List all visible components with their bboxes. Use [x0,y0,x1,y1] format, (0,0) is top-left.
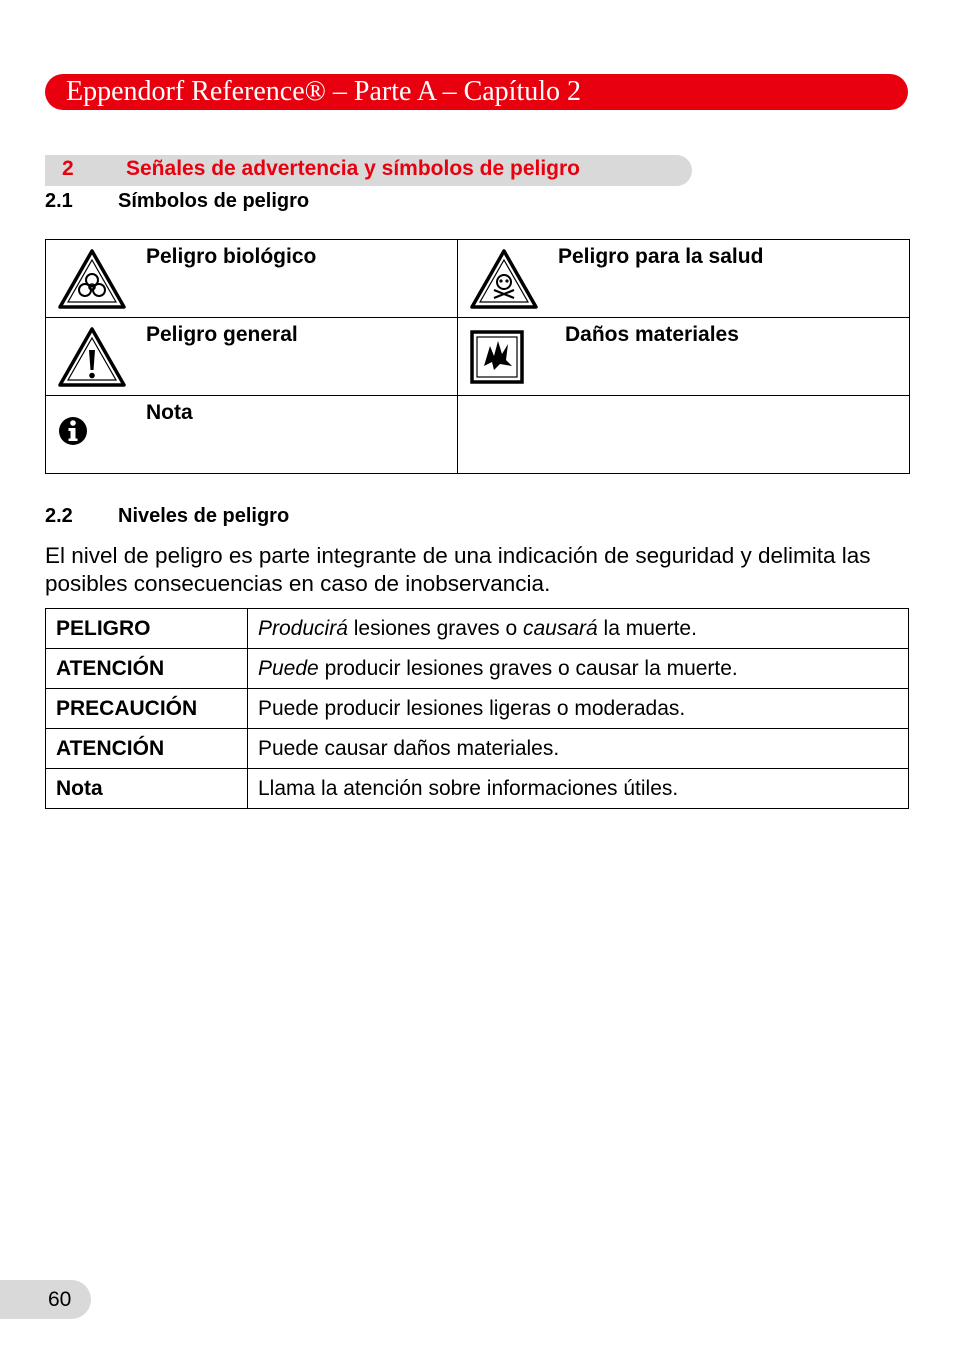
level-desc-emphasis: causará [523,616,598,640]
intro-paragraph: El nivel de peligro es parte integrante de una indicación de seguridad y delimita las posibles consecuencias en caso de inobservancia. [45,543,871,596]
hazard-levels-table [45,608,909,809]
symbol-cell-note [46,396,458,474]
hazard-symbols-table [45,239,910,474]
section-number: 2 [62,157,74,180]
page-number: 60 [48,1288,72,1311]
table-row [46,769,909,809]
symbol-label-health: Peligro para la salud [558,245,764,268]
level-desc-text: lesiones graves o [347,616,523,640]
skull-icon [470,248,538,310]
material-damage-icon [470,326,538,388]
symbol-label-material: Daños materiales [565,323,739,346]
symbol-cell-health [458,240,910,318]
level-desc-emphasis: Producirá [258,616,348,640]
table-row [46,689,909,729]
level-label: PRECAUCIÓN [46,689,248,729]
level-label: ATENCIÓN [46,729,248,769]
symbol-cell-material [458,318,910,396]
subsection-title: Símbolos de peligro [118,190,310,212]
chapter-header-title: Eppendorf Reference® – Parte A – Capítulo 2 [66,76,582,107]
subsection-number: 2.2 [45,505,73,527]
level-label: Nota [46,769,248,809]
subsection-title: Niveles de peligro [118,505,290,527]
level-desc-emphasis: Puede [258,656,319,680]
section-title: Señales de advertencia y símbolos de peligro [126,157,581,180]
subsection-number: 2.1 [45,190,73,212]
page-number-tab [0,1280,91,1319]
symbol-cell-empty [458,396,910,474]
symbol-label-biohazard: Peligro biológico [146,245,317,268]
level-desc-text: producir lesiones graves o causar la muerte. [318,656,738,680]
level-description [248,649,909,689]
level-description: Puede causar daños materiales. [248,729,909,769]
level-description: Puede producir lesiones ligeras o moderadas. [248,689,909,729]
table-row [46,609,909,649]
symbol-cell-biohazard [46,240,458,318]
info-icon [58,404,126,466]
exclamation-icon [58,326,126,388]
level-description: Llama la atención sobre informaciones útiles. [248,769,909,809]
level-desc-text: la muerte. [597,616,697,640]
symbol-label-general: Peligro general [146,323,298,346]
biohazard-icon [58,248,126,310]
table-row [46,649,909,689]
level-label: PELIGRO [46,609,248,649]
symbol-label-note: Nota [146,401,193,424]
level-label: ATENCIÓN [46,649,248,689]
symbol-cell-general [46,318,458,396]
level-description [248,609,909,649]
table-row [46,729,909,769]
